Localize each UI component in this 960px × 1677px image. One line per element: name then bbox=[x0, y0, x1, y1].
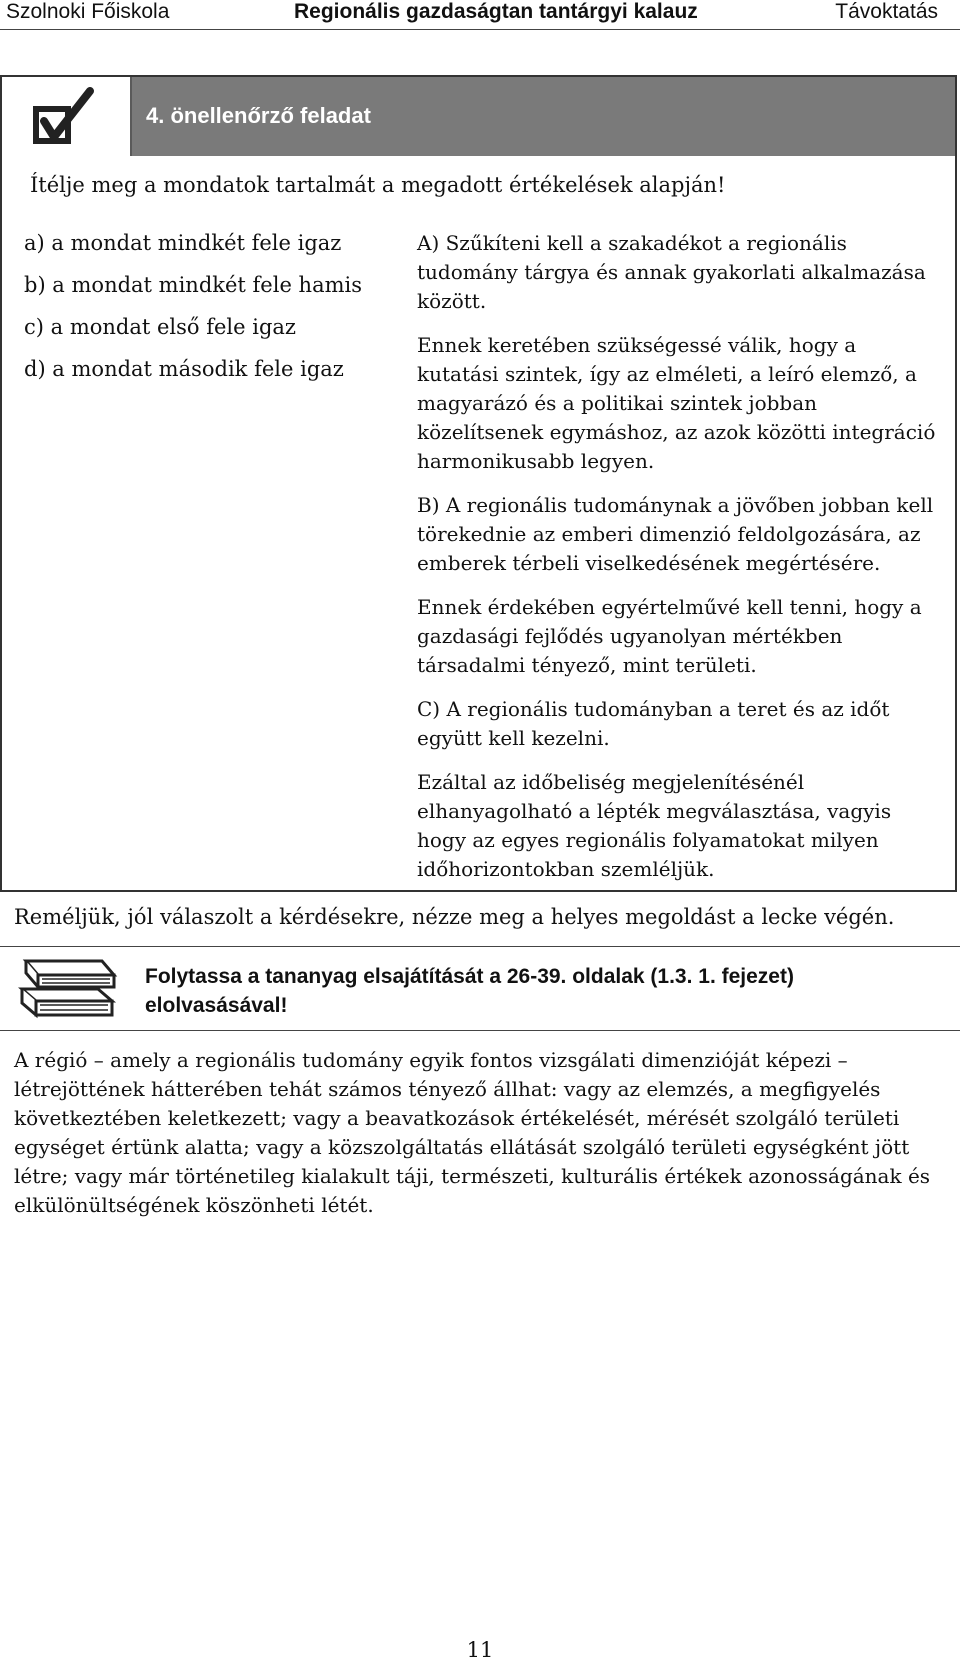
course-title: Regionális gazdaságtan tantárgyi kalauz bbox=[294, 0, 698, 23]
header-divider bbox=[0, 29, 960, 30]
reading-assignment: Folytassa a tananyag elsajátítását a 26-39. oldalak (1.3. 1. fejezet) elolvasásával! bbox=[145, 965, 794, 1017]
option-item: b) a mondat mindkét fele hamis bbox=[24, 273, 362, 297]
option-item: d) a mondat második fele igaz bbox=[24, 357, 344, 381]
exercise-box bbox=[0, 75, 957, 892]
statement-c-part1: C) A regionális tudományban a teret és az időt együtt kell kezelni. bbox=[417, 697, 890, 750]
divider bbox=[0, 946, 960, 947]
books-icon bbox=[18, 955, 118, 1019]
statement-b-part2: Ennek érdekében egyértelművé kell tenni, hogy a gazdasági fejlődés ugyanolyan mértékben társadalmi tényező, mint területi. bbox=[417, 595, 922, 677]
exercise-title-bar bbox=[2, 77, 955, 156]
statement-c-part2: Ezáltal az időbeliség megjelenítésénél elhanyagolható a lépték megválasztása, vagyis hogy az egyes regionális folyamatokat milyen időhorizontokban szemléljük. bbox=[417, 770, 892, 881]
statement-a-part2: Ennek keretében szükségessé válik, hogy a kutatási szintek, így az elméleti, a leíró elemző, a magyarázó és a politikai szintek jobban közelítsenek egymáshoz, az azok közötti integráció harmonikusabb legyen. bbox=[417, 333, 936, 473]
statement-b-part1: B) A regionális tudománynak a jövőben jobban kell törekednie az emberi dimenzió feldolgozására, az emberek térbeli viselkedésének megértésére. bbox=[417, 493, 934, 575]
option-item: a) a mondat mindkét fele igaz bbox=[24, 231, 342, 255]
after-exercise-note: Reméljük, jól válaszolt a kérdésekre, nézze meg a helyes megoldást a lecke végén. bbox=[14, 905, 895, 929]
body-paragraph: A régió – amely a regionális tudomány egyik fontos vizsgálati dimenzióját képezi – létrejöttének hátterében tehát számos tényező állhat: vagy az elemzés, a megfigyelés következtében keletkezett; vagy a beavatkozások értékelését, mérését szolgáló területi egységet értünk alatta; vagy a közszolgáltatás ellátását szolgáló területi egységként jött létre; vagy már történetileg kialakult táji, természeti, kulturális értékek azonosságának és elkülönültségének köszönheti létét. bbox=[14, 1048, 931, 1217]
answer-options bbox=[24, 229, 384, 397]
exercise-icon-cell bbox=[2, 77, 132, 156]
delivery-mode: Távoktatás bbox=[835, 0, 938, 23]
statement-a-part1: A) Szűkíteni kell a szakadékot a regionális tudomány tárgya és annak gyakorlati alkalmazása között. bbox=[417, 231, 926, 313]
institution-name: Szolnoki Főiskola bbox=[6, 0, 170, 23]
checkbox-check-icon bbox=[30, 87, 100, 147]
divider bbox=[0, 1030, 960, 1031]
statements-column bbox=[417, 229, 937, 899]
option-item: c) a mondat első fele igaz bbox=[24, 315, 296, 339]
exercise-title: 4. önellenőrző feladat bbox=[146, 103, 371, 128]
page-number: 11 bbox=[466, 1638, 494, 1662]
exercise-instruction: Ítélje meg a mondatok tartalmát a megadott értékelések alapján! bbox=[30, 173, 726, 197]
running-header bbox=[0, 0, 960, 30]
